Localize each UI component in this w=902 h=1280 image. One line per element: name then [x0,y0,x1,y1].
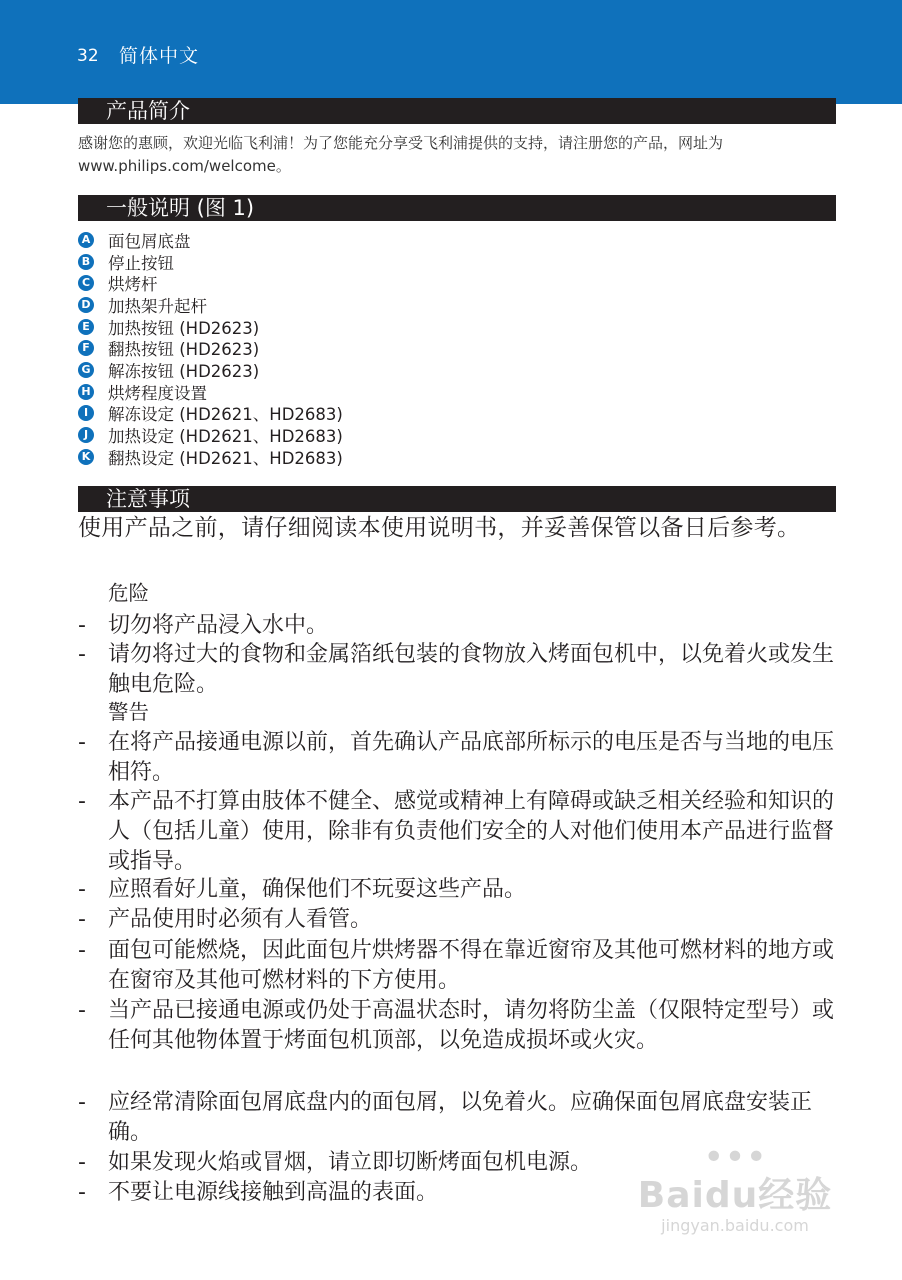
list-item [78,294,678,316]
section-heading-intro: 产品简介 [78,98,836,124]
dash-bullet: - [78,613,86,638]
list-item [78,403,678,425]
item-text: 如果发现火焰或冒烟，请立即切断烤面包机电源。 [108,1150,593,1175]
list-item [78,337,678,359]
item-text: 本产品不打算由肢体不健全、感觉或精神上有障碍或缺乏相关经验和知识的人（包括儿童）使用，除非有负责他们安全的人对他们使用本产品进行监督或指导。 [108,789,835,874]
parts-list [78,229,678,468]
item-text: 面包可能燃烧，因此面包片烘烤器不得在靠近窗帘及其他可燃材料的地方或在窗帘及其他可燃材料的下方使用。 [108,938,835,993]
list-item [78,640,838,700]
list-item [78,787,838,877]
list-item [78,446,678,468]
part-label: 加热设定 (HD2621、HD2683) [108,427,343,447]
list-item [78,359,678,381]
dash-bullet: - [78,877,86,902]
baidu-watermark [630,1137,840,1240]
dash-bullet: - [78,789,86,814]
watermark-brand: Baidu经验 [637,1175,833,1216]
section-heading-notes: 注意事项 [78,486,836,512]
part-label: 解冻设定 (HD2621、HD2683) [108,405,343,425]
item-text: 应经常清除面包屑底盘内的面包屑，以免着火。应确保面包屑底盘安装正确。 [108,1090,813,1145]
letter-badge-icon: B [78,254,94,270]
part-label: 烘烤程度设置 [108,383,207,403]
letter-badge-icon: H [78,384,94,400]
dash-bullet: - [78,730,86,755]
part-label: 加热按钮 (HD2623) [108,318,260,338]
part-label: 翻热按钮 (HD2623) [108,340,260,360]
list-item [78,424,678,446]
part-label: 加热架升起杆 [108,296,207,316]
part-label: 解冻按钮 (HD2623) [108,361,260,381]
item-text: 产品使用时必须有人看管。 [108,907,373,932]
list-item [78,728,838,788]
list-item [78,229,678,251]
item-text: 切勿将产品浸入水中。 [108,613,329,638]
list-item [78,381,678,403]
dash-bullet: - [78,642,86,667]
list-item [78,251,678,273]
warning-label: 警告 [108,700,149,724]
letter-badge-icon: K [78,449,94,465]
letter-badge-icon: I [78,405,94,421]
letter-badge-icon: A [78,232,94,248]
list-item [78,875,838,905]
danger-label: 危险 [108,581,149,605]
letter-badge-icon: D [78,297,94,313]
item-text: 应照看好儿童，确保他们不玩耍这些产品。 [108,877,527,902]
dash-bullet: - [78,998,86,1023]
watermark-url: jingyan.baidu.com [661,1216,809,1235]
page-number: 32 [77,46,99,66]
notes-lead-paragraph: 使用产品之前，请仔细阅读本使用说明书，并妥善保管以备日后参考。 [78,515,801,541]
header-bar [0,0,902,104]
part-label: 面包屑底盘 [108,231,191,251]
list-item [78,611,838,641]
paw-icon: ••• [703,1137,767,1178]
part-label: 翻热设定 (HD2621、HD2683) [108,448,343,468]
dash-bullet: - [78,1090,86,1115]
item-text: 当产品已接通电源或仍处于高温状态时，请勿将防尘盖（仅限特定型号）或任何其他物体置于烤面包机顶部，以免造成损坏或火灾。 [108,998,835,1053]
dash-bullet: - [78,938,86,963]
part-label: 停止按钮 [108,253,174,273]
item-text: 请勿将过大的食物和金属箔纸包装的食物放入烤面包机中，以免着火或发生触电危险。 [108,642,835,697]
letter-badge-icon: F [78,340,94,356]
section-heading-general: 一般说明 (图 1) [78,195,836,221]
language-label: 简体中文 [119,45,200,67]
letter-badge-icon: C [78,275,94,291]
item-text: 不要让电源线接触到高温的表面。 [108,1180,439,1205]
dash-bullet: - [78,1180,86,1205]
list-item [78,936,838,996]
list-item [78,316,678,338]
dash-bullet: - [78,1150,86,1175]
letter-badge-icon: G [78,362,94,378]
dash-bullet: - [78,907,86,932]
letter-badge-icon: E [78,319,94,335]
list-item [78,905,838,935]
item-text: 在将产品接通电源以前，首先确认产品底部所标示的电压是否与当地的电压相符。 [108,730,835,785]
intro-paragraph: 感谢您的惠顾，欢迎光临飞利浦！为了您能充分享受飞利浦提供的支持，请注册您的产品，网址为 www.philips.com/welcome。 [78,134,724,175]
part-label: 烘烤杆 [108,275,158,295]
list-item [78,272,678,294]
list-item [78,996,838,1056]
letter-badge-icon: J [78,427,94,443]
